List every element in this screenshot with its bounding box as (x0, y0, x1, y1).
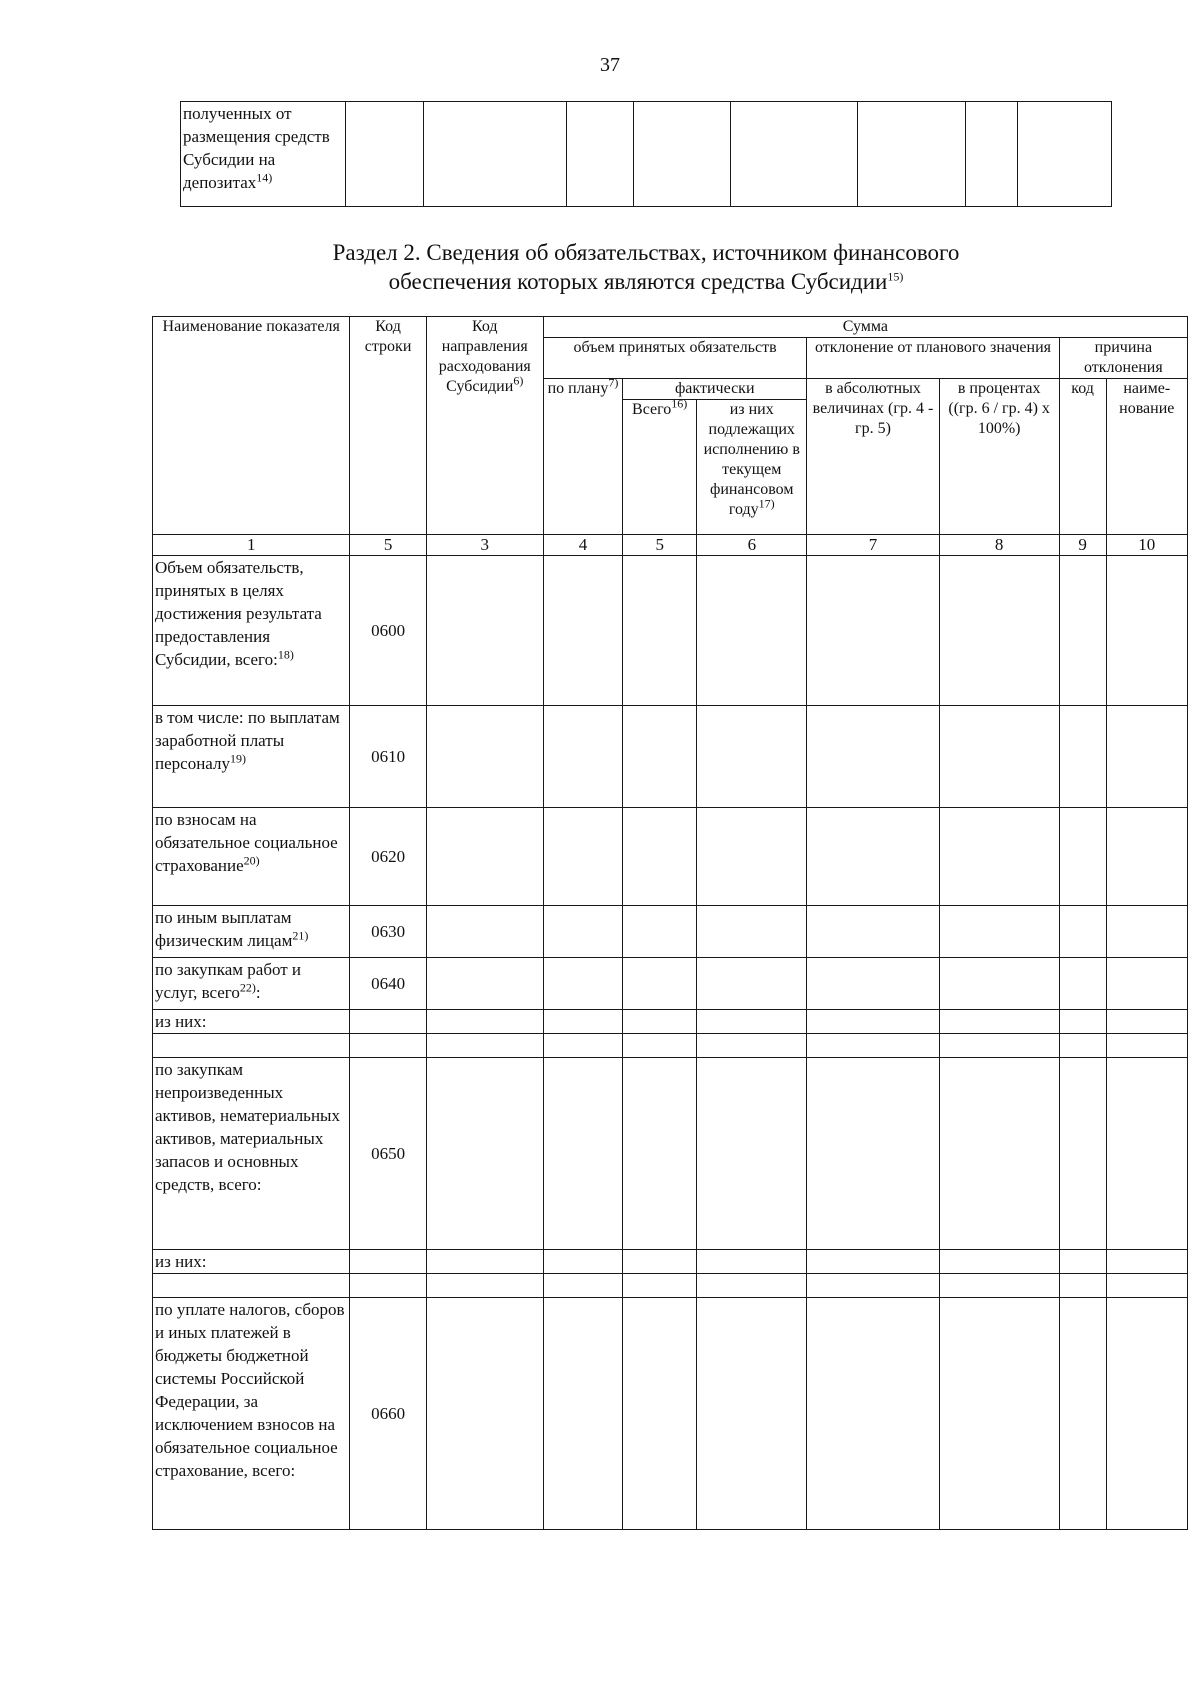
table-row-blank (153, 1274, 1188, 1298)
column-number-row: 1 5 3 4 5 6 7 8 9 10 (153, 535, 1188, 556)
obligations-table (152, 316, 1188, 1530)
header-name: наиме-нование (1106, 379, 1187, 535)
section-title-line2: обеспечения которых являются средства Субсидии (388, 269, 888, 294)
table-row: по иным выплатам физическим лицам$^{21)}$ 0630 (153, 906, 1188, 958)
footnote-marker: 14) (256, 170, 273, 185)
header-sum: Сумма (543, 317, 1187, 338)
header-code: код (1059, 379, 1106, 535)
header-reason: причина отклонения (1059, 338, 1187, 379)
page-number: 37 (600, 54, 620, 76)
continuation-table (180, 101, 1112, 207)
header-abs: в абсолютных величинах (гр. 4 - гр. 5) (807, 379, 939, 535)
table-row: по уплате налогов, сборов и иных платежей в бюджеты бюджетной системы Российской Федерации, за исключением взносов на обязательное социальное страхование, всего: 0660 (153, 1298, 1188, 1530)
table-row: из них: (153, 1250, 1188, 1274)
table-row: в том числе: по выплатам заработной платы персоналу$^{19)}$ 0610 (153, 706, 1188, 808)
header-by-plan: по плану$^{7)}$ (543, 379, 622, 535)
header-pct: в процентах ((гр. 6 / гр. 4) x 100%) (939, 379, 1059, 535)
header-total: Всего$^{16)}$ (623, 400, 697, 534)
header-actual-label: фактически (623, 379, 806, 400)
section-title-line1: Раздел 2. Сведения об обязательствах, источником финансового (332, 240, 960, 265)
section-title (180, 238, 1112, 296)
header-of-them: из них подлежащих исполнению в текущем финансовом году$^{17)}$ (703, 401, 800, 518)
continuation-label: полученных от размещения средств Субсидии на депозитах (183, 104, 330, 192)
footnote-marker: 15) (887, 269, 904, 284)
header-deviation: отклонение от планового значения (807, 338, 1059, 379)
table-row: по взносам на обязательное социальное страхование$^{20)}$ 0620 (153, 808, 1188, 906)
continuation-label-cell (181, 102, 346, 207)
header-row-code: Код строки (350, 317, 426, 535)
table-row: по закупкам работ и услуг, всего$^{22)}$: 0640 (153, 958, 1188, 1010)
header-direction-code: Код направления расходования Субсидии$^{6)}$ (426, 317, 543, 535)
header-actual (623, 379, 807, 535)
table-row: по закупкам непроизведенных активов, нематериальных активов, материальных запасов и основных средств, всего: 0650 (153, 1058, 1188, 1250)
table-row: Объем обязательств, принятых в целях достижения результата предоставления Субсидии, всего:$^{18)}$ 0600 (153, 556, 1188, 706)
header-indicator-name: Наименование показателя (153, 317, 350, 535)
table-row-blank (153, 1034, 1188, 1058)
table-row: из них: (153, 1010, 1188, 1034)
header-volume: объем принятых обязательств (543, 338, 807, 379)
